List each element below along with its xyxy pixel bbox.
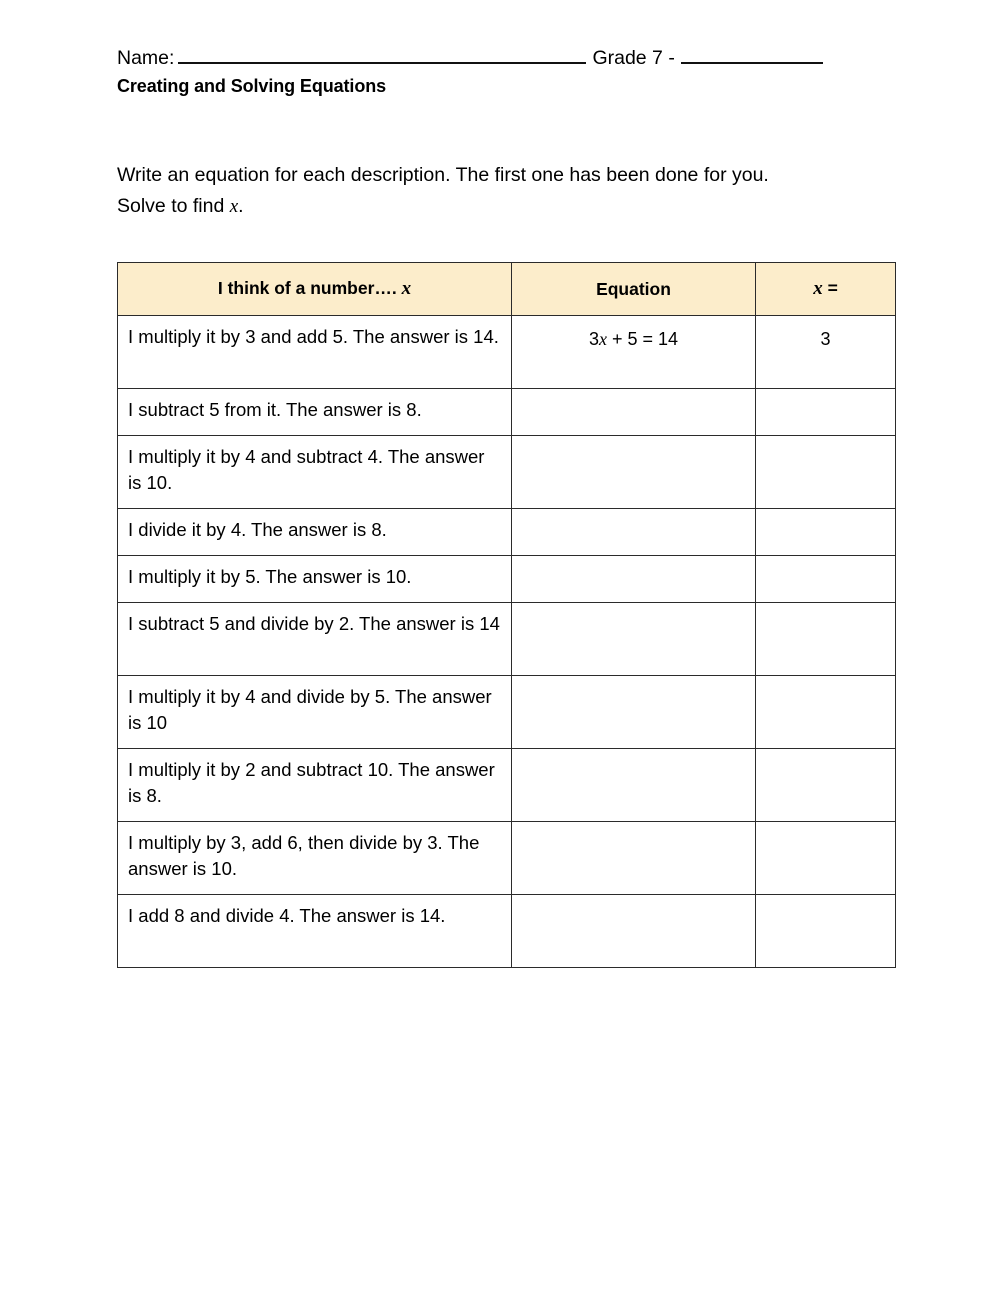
cell-answer[interactable] [756,389,896,436]
cell-equation[interactable] [512,603,756,676]
table-row [118,822,896,895]
column-header-answer-variable: x [813,278,823,299]
cell-description: I multiply it by 3 and add 5. The answer is 14. [118,316,512,389]
cell-answer[interactable] [756,676,896,749]
cell-description: I multiply it by 4 and divide by 5. The answer is 10 [118,676,512,749]
cell-answer[interactable] [756,749,896,822]
cell-description: I subtract 5 and divide by 2. The answer is 14 [118,603,512,676]
grade-blank-line[interactable] [681,47,823,64]
table-header [118,263,896,316]
cell-equation[interactable] [512,895,756,968]
instructions-line-2-suffix: . [238,195,244,217]
column-header-description-variable: x [401,278,412,299]
cell-equation[interactable] [512,822,756,895]
table-row [118,895,896,968]
cell-description: I multiply it by 5. The answer is 10. [118,556,512,603]
name-grade-line [117,45,895,71]
cell-answer[interactable] [756,822,896,895]
instructions [117,160,895,222]
equation-prefix: 3 [588,329,599,349]
cell-equation[interactable] [512,436,756,509]
instructions-variable-x: x [229,196,239,217]
cell-answer[interactable] [756,603,896,676]
grade-label: Grade 7 - [592,47,675,69]
column-header-description [118,263,512,316]
cell-answer[interactable] [756,895,896,968]
page-title: Creating and Solving Equations [117,76,387,96]
table-row [118,749,896,822]
equations-table [117,262,896,968]
cell-description: I divide it by 4. The answer is 8. [118,509,512,556]
cell-description: I multiply it by 2 and subtract 10. The answer is 8. [118,749,512,822]
equation-variable: x [598,329,607,349]
name-blank-line[interactable] [178,47,586,64]
table-row [118,389,896,436]
table-row [118,316,896,389]
cell-answer[interactable]: 3 [756,316,896,389]
table-row [118,603,896,676]
name-label: Name: [117,47,175,69]
column-header-description-text: I think of a number…. [217,278,402,298]
column-header-equation: Equation [512,263,756,316]
table-body [118,316,896,968]
cell-description: I subtract 5 from it. The answer is 8. [118,389,512,436]
cell-answer[interactable] [756,556,896,603]
cell-equation[interactable] [512,389,756,436]
cell-equation[interactable] [512,676,756,749]
instructions-line-2-prefix: Solve to find [117,195,230,217]
cell-description: I multiply it by 4 and subtract 4. The answer is 10. [118,436,512,509]
table-row [118,676,896,749]
cell-equation[interactable] [512,509,756,556]
equation-suffix: + 5 = 14 [606,329,679,349]
table-row [118,556,896,603]
cell-description: I add 8 and divide 4. The answer is 14. [118,895,512,968]
table-header-row [118,263,896,316]
cell-equation[interactable] [512,316,756,389]
cell-equation[interactable] [512,749,756,822]
column-header-answer [756,263,896,316]
cell-answer[interactable] [756,509,896,556]
table-row [118,436,896,509]
instructions-line-1: Write an equation for each description. The first one has been done for you. [117,164,769,186]
cell-description: I multiply by 3, add 6, then divide by 3. The answer is 10. [118,822,512,895]
cell-answer[interactable] [756,436,896,509]
cell-equation[interactable] [512,556,756,603]
table-row [118,509,896,556]
column-header-answer-suffix: = [822,278,838,298]
